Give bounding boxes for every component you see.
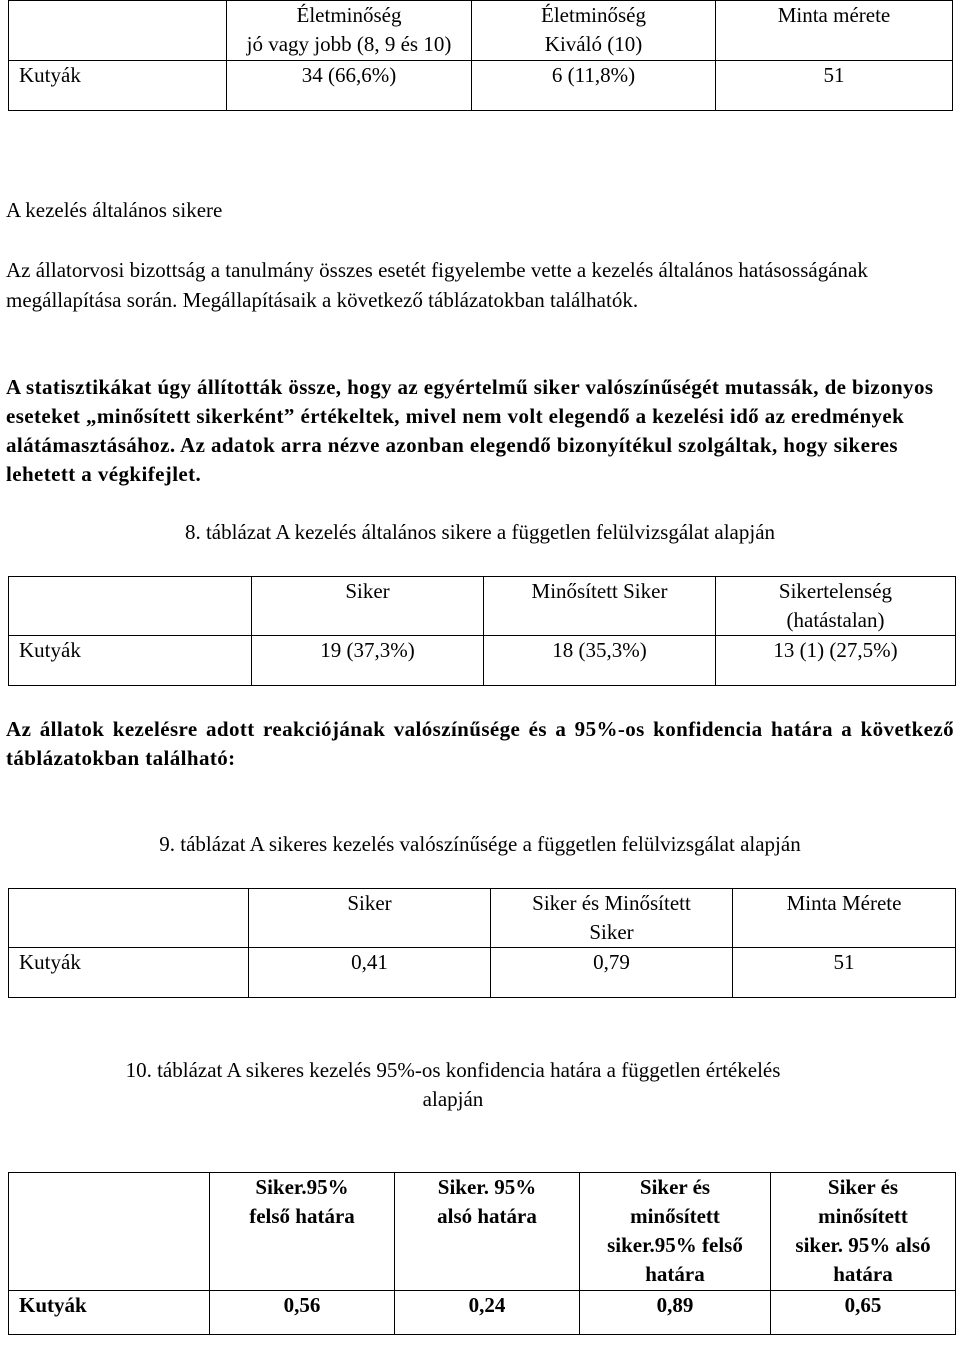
- section-title: A kezelés általános sikere: [6, 198, 223, 222]
- table-cell: 0,41: [249, 948, 491, 998]
- table-cell: 0,89: [580, 1291, 771, 1335]
- header-line: határa: [833, 1262, 893, 1286]
- header-line: Életminőség: [296, 3, 402, 27]
- header-line: siker.95% felső: [607, 1233, 743, 1257]
- row-label: Kutyák: [9, 61, 227, 111]
- table-header-row: [9, 1, 953, 61]
- table-cell: 34 (66,6%): [227, 61, 472, 111]
- header-line: Minta mérete: [777, 3, 891, 27]
- table-cell: 0,56: [210, 1291, 395, 1335]
- header-line: Minősített Siker: [531, 579, 668, 603]
- header-line: Siker: [589, 920, 634, 944]
- header-line: Siker. 95%: [437, 1175, 537, 1199]
- table-header-cell: [580, 1173, 771, 1291]
- header-line: siker. 95% alsó: [795, 1233, 931, 1257]
- table-row: [9, 61, 953, 111]
- table-header-row: [9, 577, 956, 636]
- header-line: határa: [645, 1262, 705, 1286]
- header-line: Siker és Minősített: [532, 891, 691, 915]
- header-line: Siker és: [827, 1175, 899, 1199]
- table-cell: 51: [716, 61, 953, 111]
- table-header-cell: [733, 889, 956, 948]
- header-line: jó vagy jobb (8, 9 és 10): [246, 32, 452, 56]
- row-label: Kutyák: [9, 948, 249, 998]
- table-cell: 51: [733, 948, 956, 998]
- table-row: [9, 948, 956, 998]
- table-header-cell: [716, 1, 953, 61]
- table-8-caption: 8. táblázat A kezelés általános sikere a független felülvizsgálat alapján: [184, 520, 776, 544]
- table-cell: 0,79: [491, 948, 733, 998]
- table-header-cell: [9, 577, 252, 636]
- paragraph-3: Az állatok kezelésre adott reakciójának valószínűsége és a 95%-os konfidencia határa a következő táblázatokban található:: [6, 717, 954, 770]
- table-header-cell: [395, 1173, 580, 1291]
- row-label: Kutyák: [9, 1291, 210, 1335]
- quality-of-life-table: [8, 0, 953, 111]
- header-line: alsó határa: [437, 1204, 537, 1228]
- header-line: Siker és: [639, 1175, 711, 1199]
- table-header-cell: [210, 1173, 395, 1291]
- table-cell: 6 (11,8%): [472, 61, 716, 111]
- table-9: [8, 888, 956, 998]
- table-row: [9, 636, 956, 686]
- table-header-cell: [252, 577, 484, 636]
- table-header-cell: [491, 889, 733, 948]
- table-header-row: [9, 1173, 956, 1291]
- table-header-cell: [9, 1, 227, 61]
- table-cell: 19 (37,3%): [252, 636, 484, 686]
- header-line: (hatástalan): [786, 608, 885, 632]
- header-line: Sikertelenség: [778, 579, 893, 603]
- table-cell: 0,24: [395, 1291, 580, 1335]
- table-9-caption: 9. táblázat A sikeres kezelés valószínűsége a független felülvizsgálat alapján: [159, 832, 801, 856]
- header-line: felső határa: [249, 1204, 355, 1228]
- table-cell: 18 (35,3%): [484, 636, 716, 686]
- paragraph-2: A statisztikákat úgy állították össze, hogy az egyértelmű siker valószínűségét mutassák, de bizonyos eseteket „minősített sikerként” értékeltek, mivel nem volt elegendő a kezelési idő az eredmények alátámasztásához. Az adatok arra nézve azonban elegendő bizonyítékul szolgáltak, hogy sikeres lehetett a végkifejlet.: [6, 375, 934, 486]
- table-header-cell: [227, 1, 472, 61]
- table-header-cell: [472, 1, 716, 61]
- table-header-cell: [484, 577, 716, 636]
- table-10-caption: [0, 1056, 906, 1114]
- header-line: Siker: [347, 891, 392, 915]
- paragraph-1: Az állatorvosi bizottság a tanulmány összes esetét figyelembe vette a kezelés általános hatásosságának megállapítása során. Megállapításaik a következő táblázatokban találhatók.: [6, 258, 868, 312]
- table-cell: 13 (1) (27,5%): [716, 636, 956, 686]
- table-row: [9, 1291, 956, 1335]
- table-header-cell: [9, 1173, 210, 1291]
- table-header-row: [9, 889, 956, 948]
- table-header-cell: [249, 889, 491, 948]
- table-cell: 0,65: [771, 1291, 956, 1335]
- header-line: Siker.95%: [255, 1175, 349, 1199]
- header-line: Minta Mérete: [786, 891, 902, 915]
- caption-line: 10. táblázat A sikeres kezelés 95%-os konfidencia határa a független értékelés: [125, 1058, 781, 1082]
- table-10: [8, 1172, 956, 1335]
- table-header-cell: [9, 889, 249, 948]
- header-line: Kiváló (10): [544, 32, 643, 56]
- table-8: [8, 576, 956, 686]
- header-line: Életminőség: [541, 3, 646, 27]
- header-line: minősített: [818, 1204, 908, 1228]
- table-header-cell: [771, 1173, 956, 1291]
- table-header-cell: [716, 577, 956, 636]
- header-line: Siker: [345, 579, 390, 603]
- caption-line: alapján: [422, 1087, 484, 1111]
- header-line: minősített: [630, 1204, 720, 1228]
- row-label: Kutyák: [9, 636, 252, 686]
